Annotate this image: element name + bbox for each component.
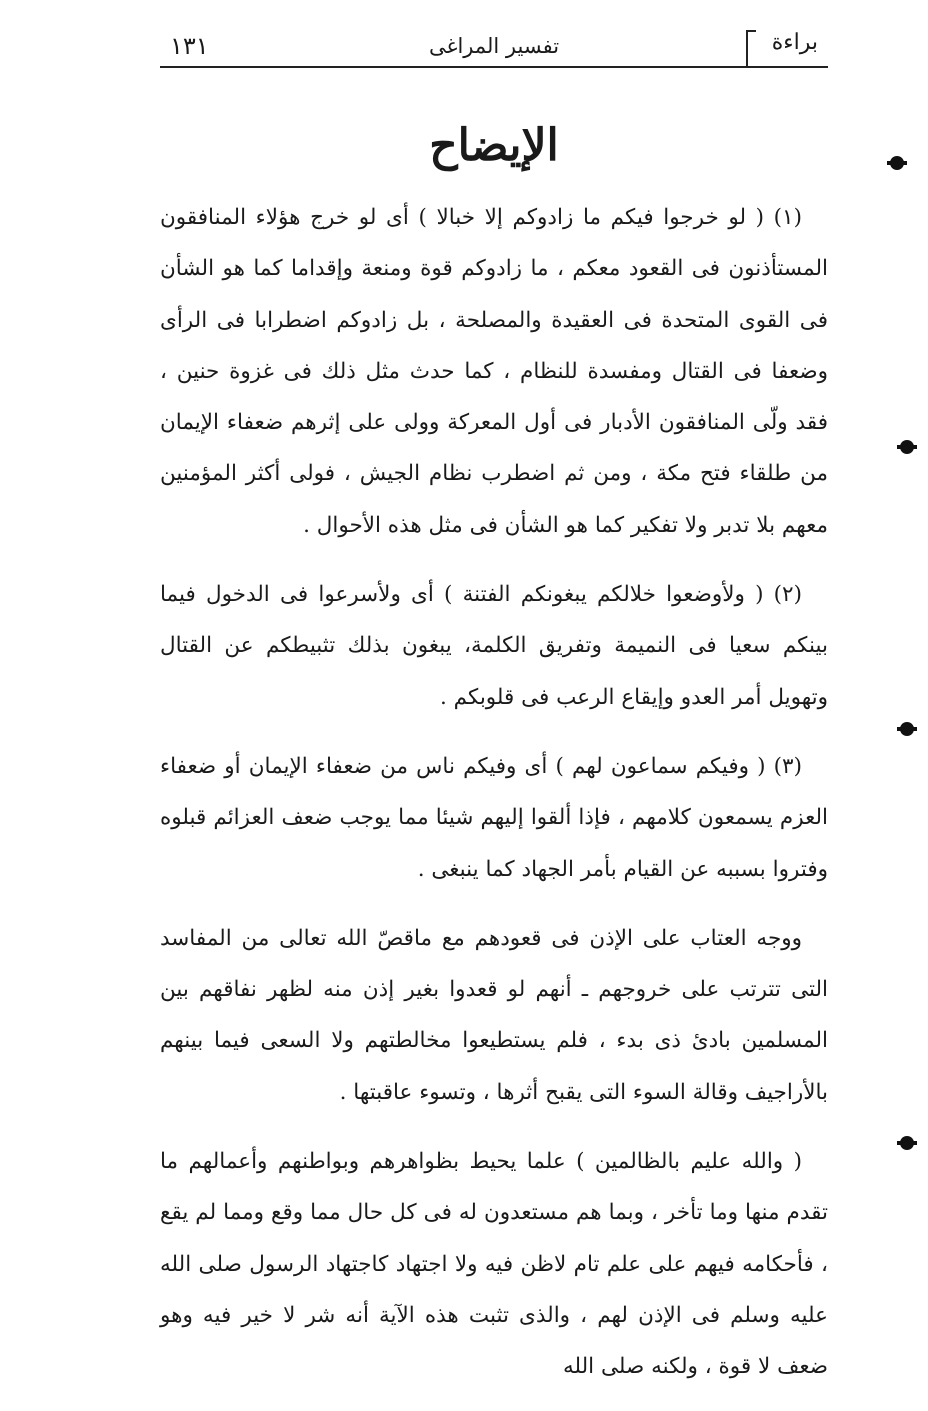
section-title: الإيضاح <box>429 120 559 171</box>
book-title: تفسير المراغى <box>428 34 560 58</box>
paragraph-1: (١) ( لو خرجوا فيكم ما زادوكم إلا خبالا ) أى لو خرج هؤلاء المنافقون المستأذنون فى القعود معكم ، ما زادوكم قوة ومنعة وإقداما كما هو الشأن فى القوى المتحدة فى العقيدة والمصلحة ، بل زادوكم اضطرابا فى الرأى وضعفا فى القتال ومفسدة للنظام ، كما حدث مثل ذلك فى غزوة حنين ، فقد ولّى المنافقون الأدبار فى أول المعركة وولى على إثرهم ضعفاء الإيمان من طلقاء فتح مكة ، ومن ثم اضطرب نظام الجيش ، فولى أكثر المؤمنين معهم بلا تدبر ولا تفكير كما هو الشأن فى مثل هذه الأحوال . <box>160 205 828 538</box>
binding-hole-mark <box>900 1136 914 1150</box>
binding-hole-mark <box>900 440 914 454</box>
binding-hole-mark <box>900 722 914 736</box>
surah-bracket <box>746 30 756 68</box>
paragraph-4: ووجه العتاب على الإذن فى قعودهم مع ماقصّ الله تعالى من المفاسد التى تترتب على خروجهم ـ أنهم لو قعدوا بغير إذن منه لظهر نفاقهم بين المسلمين بادئ ذى بدء ، فلم يستطيعوا مخالطتهم ولا السعى فيما بينهم بالأراجيف وقالة السوء التى يقبح أثرها ، وتسوء عاقبتها . <box>160 925 828 1105</box>
body-text <box>160 192 828 1411</box>
running-header <box>160 28 828 68</box>
header-rule <box>160 66 828 68</box>
page-number: ١٣١ <box>170 32 209 60</box>
paragraph-2: (٢) ( ولأوضعوا خلالكم يبغونكم الفتنة ) أى ولأسرعوا فى الدخول فيما بينكم سعيا فى النميمة وتفريق الكلمة، يبغون بذلك تثبيطكم عن القتال وتهويل أمر العدو وإيقاع الرعب فى قلوبكم . <box>160 582 828 710</box>
surah-name: براءة <box>771 30 818 55</box>
paragraph-5: ( والله عليم بالظالمين ) علما يحيط بظواهرهم وبواطنهم وأعمالهم ما تقدم منها وما تأخر ، وبما هم مستعدون له فى كل حال مما وقع ومما لم يقع ، فأحكامه فيهم على علم تام لاظن فيه ولا اجتهاد كاجتهاد الرسول صلى الله عليه وسلم فى الإذن لهم ، والذى تثبت هذه الآية أنه شر لا خير فيه وهو ضعف لا قوة ، ولكنه صلى الله <box>160 1149 828 1380</box>
paragraph-3: (٣) ( وفيكم سماعون لهم ) أى وفيكم ناس من ضعفاء الإيمان أو ضعفاء العزم يسمعون كلامهم ، فإذا ألقوا إليهم شيئا مما يوجب ضعف العزائم قبلوه وفتروا بسببه عن القيام بأمر الجهاد كما ينبغى . <box>160 753 828 882</box>
binding-hole-mark <box>890 156 904 170</box>
